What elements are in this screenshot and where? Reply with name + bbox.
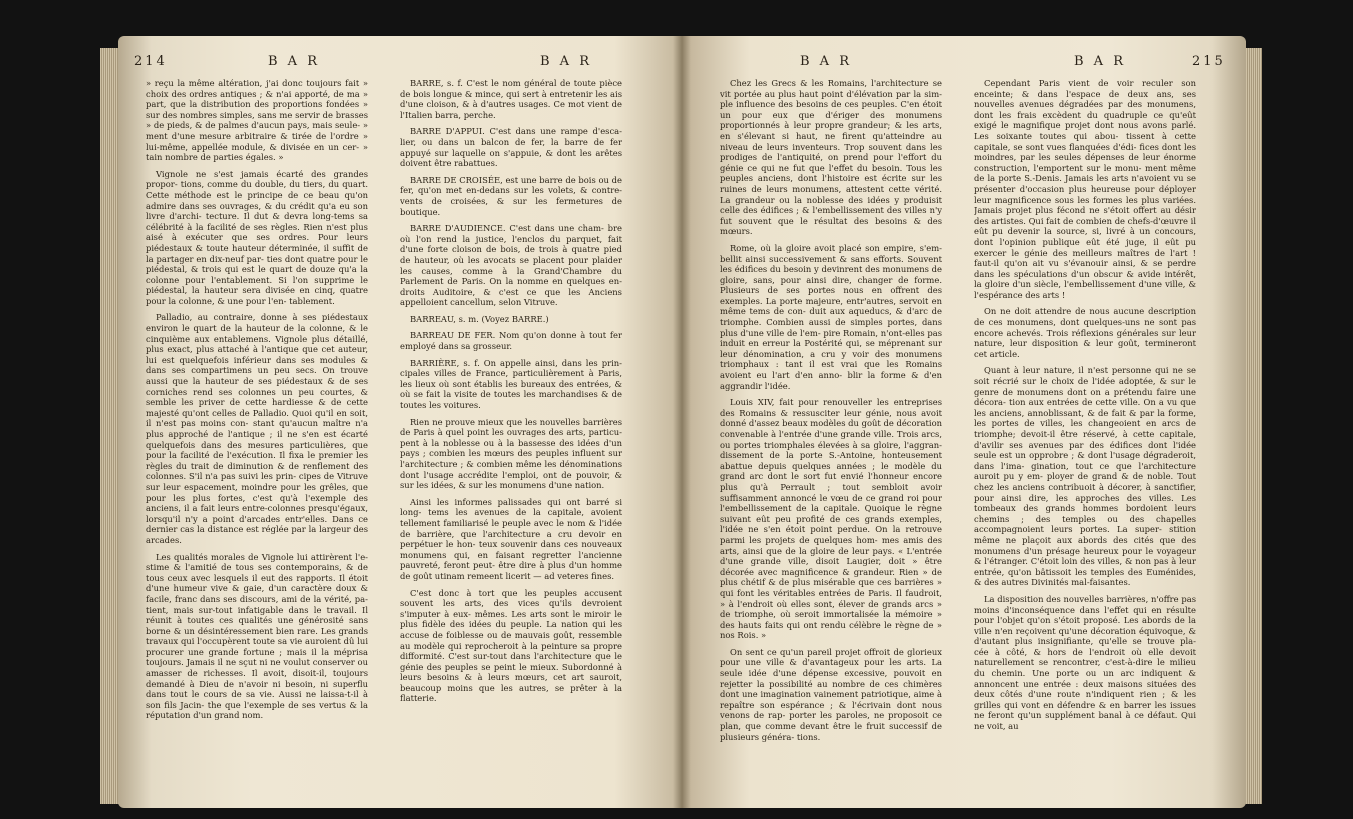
paragraph: BARRE, s. f. C'est le nom général de toute pièce de bois longue & mince, qui sert à entretenir les ais d'une cloison, & à d'autres usages. Ce mot vient de l'Italien barra, perche. (400, 78, 622, 120)
open-book (118, 36, 1246, 808)
paragraph: BARRIÈRE, s. f. On appelle ainsi, dans les prin- cipales villes de France, particulièrement à Paris, les lieux où sont établis les bureaux des entrées, & où se fait la visite de toutes les marchandises & de toutes les voitures. (400, 357, 622, 411)
paragraph: Rome, où la gloire avoit placé son empire, s'em- bellit ainsi successivement & sans efforts. Souvent les édifices du besoin y devinrent des monumens de gloire, sans, pour ainsi dire, changer de forme. Plusieurs de ses portes nous en offrent des exemples. La porte majeure, entr'autres, servoit en même tems de con- duit aux aqueducs, & d'arc de triomphe. Combien aussi de simples portes, dans plus d'une ville de l'em- pire Romain, n'ont-elles pas induit en erreur la Postérité qui, se méprenant sur leur dénomination, a cru y voir des monumens triomphaux : tant il est vrai que les Romains avoient eu l'art d'en anno- blir la forme & d'en aggrandir l'idée. (720, 242, 942, 391)
left-page-number: 214 (134, 54, 168, 69)
paragraph: Chez les Grecs & les Romains, l'architecture se vit portée au plus haut point d'élévation par la sim- ple influence des besoins de ces peuples. C'en étoit un pour eux que d'ériger des monumens proportionnés à leur propre grandeur; & les arts, en s'élevant si haut, ne firent qu'atteindre au niveau de leurs inventeurs. Trop souvent dans les prodiges de l'antiquité, on prend pour l'effort du génie ce qui ne fut que l'effet du besoin. Tous les peuples anciens, dont l'histoire est écrite sur les ruines de leurs monumens, attestent cette vérité. La grandeur ou la noblesse des idées y produisit celle des édifices ; & l'embellissement des villes n'y fut souvent que le résultat des besoins & des mœurs. (720, 78, 942, 237)
right-column-2 (974, 78, 1196, 798)
paragraph: La disposition des nouvelles barrières, n'offre pas moins d'inconséquence dans l'effet qui en résulte pour l'objet qu'on s'étoit proposé. Les abords de la ville n'en reçoivent qu'une décoration équivoque, & d'autant plus insignifiante, qu'elle se trouve pla- cée à côté, & hors de l'endroit où elle devoit naturellement se rencontrer, c'est-à-dire le milieu du chemin. Une porte ou un arc indiquent & annoncent une entrée : deux maisons situées des deux côtés d'une route n'indiquent rien ; & les grilles qui vont en défendre & en barrer les issues ne feront qu'un supplément banal à ce défaut. Qui ne voit, au (974, 593, 1196, 732)
left-page (118, 36, 682, 808)
paragraph: Rien ne prouve mieux que les nouvelles barrières de Paris à quel point les ouvrages des arts, particu- pent à la noblesse ou à la bassesse des idées d'un pays ; combien les mœurs des peuples influent sur l'architecture ; & combien même les dénominations dont l'usage accrédite l'emploi, ont de pouvoir, & sur les idées, & sur les monumens d'une nation. (400, 416, 622, 491)
paragraph: » reçu la même altération, j'ai donc toujours fait » choix des ordres antiques ; & n'ai apporté, de ma » part, que la distribution des proportions fondées » sur des nombres simples, sans me servir de brasses » de pieds, & de palmes d'aucun pays, mais seule- » ment d'une mesure arbitraire & tirée de l'ordre » lui-même, appellée module, & divisée en un cer- » tain nombre de parties égales. » (146, 78, 368, 163)
left-column-2 (400, 78, 622, 798)
paragraph: BARRE D'AUDIENCE. C'est dans une cham- bre où l'on rend la justice, l'enclos du parquet, fait d'une forte cloison de bois, de trois à quatre pied de hauteur, où les avocats se placent pour plaider les causes, comme à la Grand'Chambre du Parlement de Paris. On la nomme en quelques en- droits Auditoire, & c'est ce que les Anciens appelloient cancellum, selon Vitruve. (400, 223, 622, 308)
paragraph: BARREAU, s. m. (Voyez BARRE.) (410, 313, 549, 324)
paragraph: Louis XIV, fait pour renouveller les entreprises des Romains & ressusciter leur génie, nous avoit donné d'assez beaux modèles du goût de décoration convenable à l'entrée d'une grande ville. Trois arcs, ou portes triomphales élevées à sa gloire, l'aggran- dissement de la porte S.-Antoine, honteusement abattue depuis quelques années ; le modèle du grand arc dont le sort fut envié l'honneur encore plus qu'à Perrault ; tout sembloit avoir suffisamment annoncé le vœu de ce grand roi pour l'embellissement de la capitale. Quoique le règne suivant eût peu profité de ces grands exemples, l'idée ne s'en étoit point perdue. On la retrouve parmi les projets de quelques hom- mes amis des arts, ainsi que de la gloire de leur pays. « L'entrée d'une grande ville, disoit Laugier, doit » être décorée avec magnificence & grandeur. Rien » de plus chétif & de plus misérable que ces barrières » qui font les véritables entrées de Paris. Il faudroit, » à l'endroit où elles sont, élever de grands arcs » de triomphe, où seroit immortalisée la mémoire » des hauts faits qui ont rendu célèbre le règne de » nos Rois. » (720, 397, 942, 641)
left-header-right: B A R (540, 54, 592, 69)
right-page (682, 36, 1246, 808)
paragraph: On sent ce qu'un pareil projet offroit de glorieux pour une ville & d'avantageux pour les arts. La seule idée d'une dépense excessive, pouvoit en rejetter la possibilité au nombre de ces chimères dont une imagination vainement patriotique, aime à repaître son espérance ; & l'écrivain dont nous venons de rap- porter les paroles, ne proposoit ce plan, que comme devant être le fruit successif de plusieurs généra- tions. (720, 646, 942, 742)
left-column-1 (146, 78, 368, 798)
paragraph: Ainsi les informes palissades qui ont barré si long- tems les avenues de la capitale, avoient tellement familiarisé le peuple avec le nom & l'idée de barrière, que l'architecture a cru devoir en perpétuer le hon- teux souvenir dans ces nouveaux monumens qui, en faisant regretter l'ancienne pauvreté, feront peut- être dire à plus d'un homme de goût utinam remeent licerit — ad veteres fines. (400, 496, 622, 581)
paragraph: Palladio, au contraire, donne à ses piédestaux environ le quart de la hauteur de la colonne, & le cinquième aux entablemens. Vignole plus détaillé, plus exact, plus attaché à l'antique que cet auteur, lui est quelquefois inférieur dans ses modules & dans ses compartimens un peu secs. On trouve aussi que la hauteur de ses piédestaux & de ses corniches rend ses colonnes un peu courtes, & semble les priver de cette hardiesse & de cette majesté qu'ont celles de Palladio. Quoi qu'il en soit, il n'est pas moins con- stant qu'aucun maître n'a plus approché de l'antique ; il ne s'en est écarté quelquefois dans des mesures particulières, que pour la facilité de l'exécution. Il fixa le premier les règles du trait de diminution & de renflement des colonnes. S'il n'a pas suivi les prin- cipes de Vitruve sur leur espacement, moindre pour les grêles, que pour les plus fortes, c'est qu'à l'exemple des anciens, il a fait leurs entre-colonnes presqu'égaux, lorsqu'il n'y a point d'arcades entr'elles. Dans ce dernier cas la distance est réglée par la largeur des arcades. (146, 312, 368, 545)
right-column-1 (720, 78, 942, 798)
paragraph: On ne doit attendre de nous aucune description de ces monumens, dont quelques-uns ne sont pas encore achevés. Trois réflexions générales sur leur nature, leur disposition & leur goût, termineront cet article. (974, 306, 1196, 359)
paragraph: Les qualités morales de Vignole lui attirèrent l'e- stime & l'amitié de tous ses contemporains, & de tous ceux avec lesquels il eut des rapports. Il étoit d'une humeur vive & gaie, d'un caractère doux & facile, franc dans ses discours, ami de la vérité, pa- tient, mais sur-tout infatigable dans le travail. Il réunit à toutes ces qualités une générosité sans borne & un désintéressement bien rare. Les grands travaux qui l'occupèrent toute sa vie auroient dû lui procurer une grande fortune ; mais il la méprisa toujours. Jamais il ne sçut ni ne voulut conserver ou amasser de richesses. Il avoit, disoit-il, toujours demandé à Dieu de n'avoir ni besoin, ni superflu dans tout le cours de sa vie. Aussi ne laissa-t-il à son fils Jacin- the que l'exemple de ses vertus & la réputation d'un grand nom. (146, 551, 368, 721)
right-header-left: B A R (800, 54, 852, 69)
paragraph: BARREAU DE FER. Nom qu'on donne à tout fer employé dans sa grosseur. (400, 330, 622, 352)
left-header-left: B A R (268, 54, 320, 69)
right-page-number: 215 (1192, 54, 1226, 69)
paragraph: Cependant Paris vient de voir reculer son enceinte; & dans l'espace de deux ans, ses nouvelles avenues dégradées par des monumens, dont les frais excèdent du quadruple ce qu'eût exigé le magnifique projet dont nous avons parlé. Les soixante toutes qui abou- tissent à cette capitale, se sont vues flanquées d'édi- fices dont les moindres, par les seules dépenses de leur énorme construction, l'emportent sur le monu- ment même de la porte S.-Denis. Jamais les arts n'avoient vu se présenter d'occasion plus heureuse pour déployer leur magnificence sous les formes les plus variées. Jamais projet plus fécond ne s'étoit offert au désir des artistes. Qui fait de combien de chefs-d'œuvre il eût pu devenir la source, si, livré à un concours, dont l'opinion publique eût été juge, il eût pu exercer le génie des meilleurs maîtres de l'art ! faut-il qu'on ait vu s'évanouir ainsi, & se perdre dans les spéculations d'un obscur & avide intérêt, la gloire d'un siècle, l'embellissement d'une ville, & l'espérance des arts ! (974, 78, 1196, 300)
paragraph: BARRE D'APPUI. C'est dans une rampe d'esca- lier, ou dans un balcon de fer, la barre de fer appuyé sur laquelle on s'appuie, & dont les arêtes doivent être rabattues. (400, 126, 622, 169)
right-header-right: B A R (1074, 54, 1126, 69)
paragraph: C'est donc à tort que les peuples accusent souvent les arts, des vices qu'ils devroient s'imputer à eux- mêmes. Les arts sont le miroir le plus fidèle des idées du peuple. La nation qui les accuse de foiblesse ou de mauvais goût, ressemble au modèle qui reprocheroit à la peinture sa propre difformité. C'est sur-tout dans l'architecture que le génie des peuples se peint le mieux. Subordonné à leurs besoins & à leurs mœurs, cet art sauroit, beaucoup moins que les autres, se prêter à la flatterie. (400, 587, 622, 704)
paragraph: Vignole ne s'est jamais écarté des grandes propor- tions, comme du double, du tiers, du quart. Cette méthode est le principe de ce beau qu'on admire dans ses ouvrages, & du crédit qu'a eu son livre d'archi- tecture. Il dut & devra long-tems sa célébrité à la facilité de ses règles. Rien n'est plus aisé à exécuter que ses ordres. Pour leurs piédestaux & toute hauteur déterminée, il suffit de la partager en dix-neuf par- ties dont quatre pour le piédestal, & trois qui est le quart de douze qu'a la colonne pour l'entablement. Si l'on supprime le piédestal, la hauteur sera divisée en cinq, quatre pour la colonne, & une pour l'en- tablement. (146, 168, 368, 306)
paragraph: Quant à leur nature, il n'est personne qui ne se soit récrié sur le choix de l'idée adoptée, & sur le genre de monumens dont on a prétendu faire une décora- tion aux entrées de cette ville. On a vu que les anciens, annoblissant, & de fait & par la forme, les portes de villes, les changeoient en arcs de triomphe; devoit-il être réservé, à cette capitale, d'avilir ses avenues par des édifices dont l'idée seule est un opprobre ; & dont l'usage dégraderoit, dans l'ima- gination, tout ce que l'architecture auroit pu y em- ployer de grand & de noble. Tout chez les anciens contribuoit à décorer, à sanctifier, pour ainsi dire, les approches des villes. Les tombeaux des grands hommes bordoient leurs chemins ; des temples ou des chapelles accompagnoient leurs portes. La super- stition même ne plaçoit aux abords des cités que des monumens d'un présage heureux pour le voyageur & l'étranger. C'étoit loin des villes, & non pas à leur entrée, qu'on bâtissoit les temples des Euménides, & des autres Divinités mal-faisantes. (974, 365, 1196, 588)
paragraph: BARRE DE CROISÉE, est une barre de bois ou de fer, qu'on met en-dedans sur les volets, & contre-vents de croisées, & sur les fermetures de boutique. (400, 174, 622, 217)
